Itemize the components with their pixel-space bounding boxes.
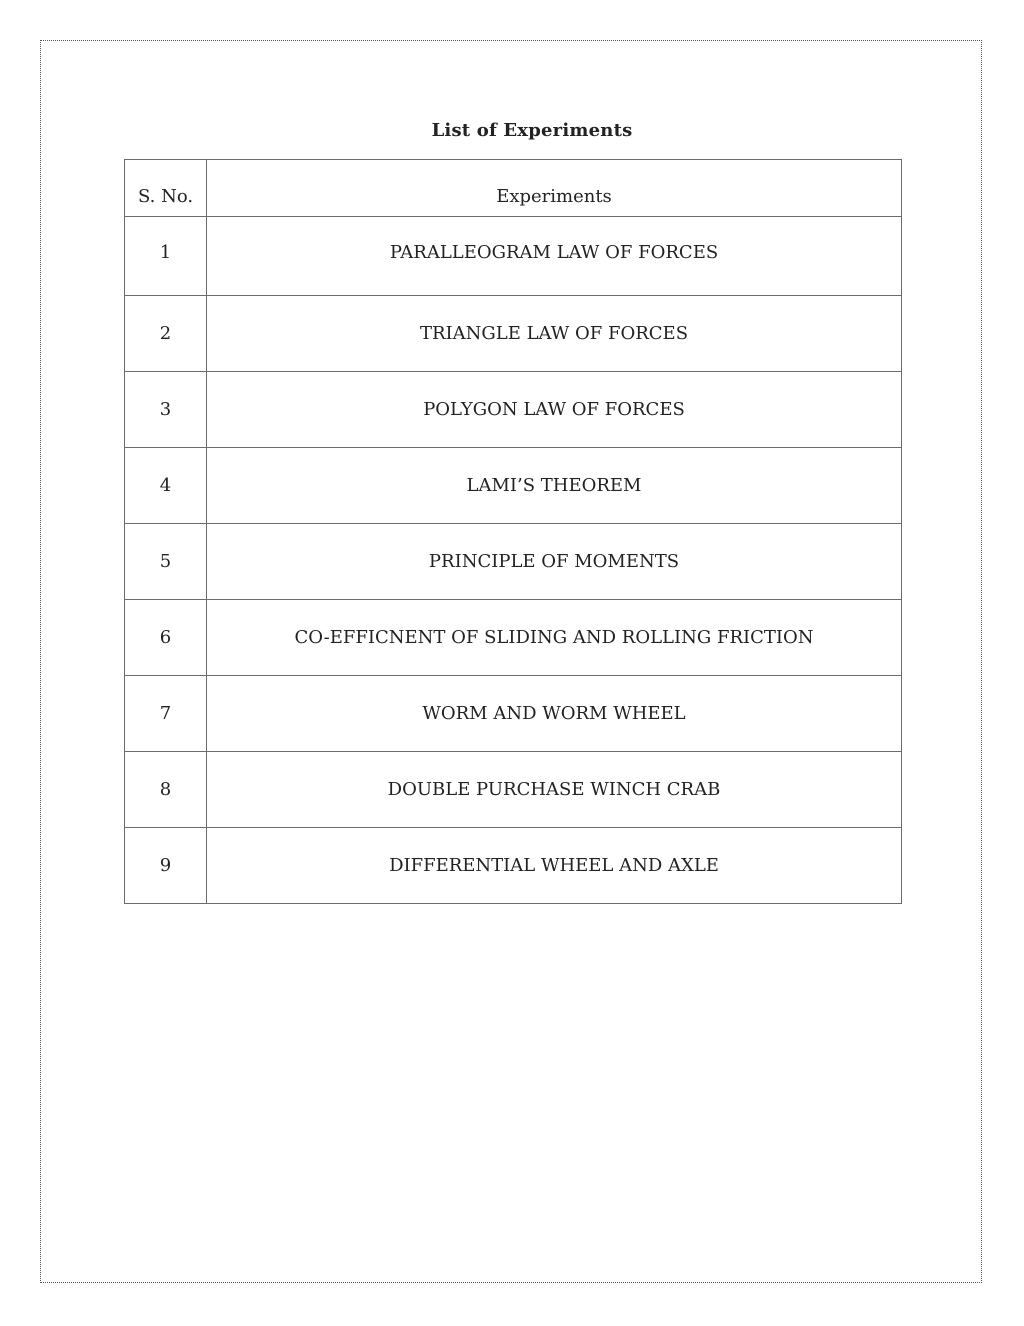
cell-sno: 1 — [125, 217, 207, 296]
table-row — [125, 524, 902, 600]
cell-sno: 8 — [125, 752, 207, 828]
cell-experiment: DIFFERENTIAL WHEEL AND AXLE — [207, 828, 902, 904]
table-row — [125, 600, 902, 676]
cell-sno: 9 — [125, 828, 207, 904]
cell-experiment: CO-EFFICNENT OF SLIDING AND ROLLING FRICTION — [207, 600, 902, 676]
cell-experiment: LAMI’S THEOREM — [207, 448, 902, 524]
cell-experiment: DOUBLE PURCHASE WINCH CRAB — [207, 752, 902, 828]
cell-sno: 4 — [125, 448, 207, 524]
cell-experiment: TRIANGLE LAW OF FORCES — [207, 296, 902, 372]
table-row — [125, 217, 902, 296]
cell-sno: 3 — [125, 372, 207, 448]
cell-sno: 5 — [125, 524, 207, 600]
cell-experiment: PARALLEOGRAM LAW OF FORCES — [207, 217, 902, 296]
cell-experiment: WORM AND WORM WHEEL — [207, 676, 902, 752]
table-row — [125, 372, 902, 448]
cell-sno: 2 — [125, 296, 207, 372]
table-row — [125, 828, 902, 904]
experiments-table — [124, 159, 902, 904]
table-row — [125, 676, 902, 752]
table-row — [125, 752, 902, 828]
column-header-experiments: Experiments — [207, 160, 902, 217]
table-header-row — [125, 160, 902, 217]
cell-sno: 7 — [125, 676, 207, 752]
cell-experiment: POLYGON LAW OF FORCES — [207, 372, 902, 448]
table-row — [125, 296, 902, 372]
cell-experiment: PRINCIPLE OF MOMENTS — [207, 524, 902, 600]
table-row — [125, 448, 902, 524]
page-title: List of Experiments — [431, 120, 633, 141]
cell-sno: 6 — [125, 600, 207, 676]
column-header-sno: S. No. — [125, 160, 207, 217]
